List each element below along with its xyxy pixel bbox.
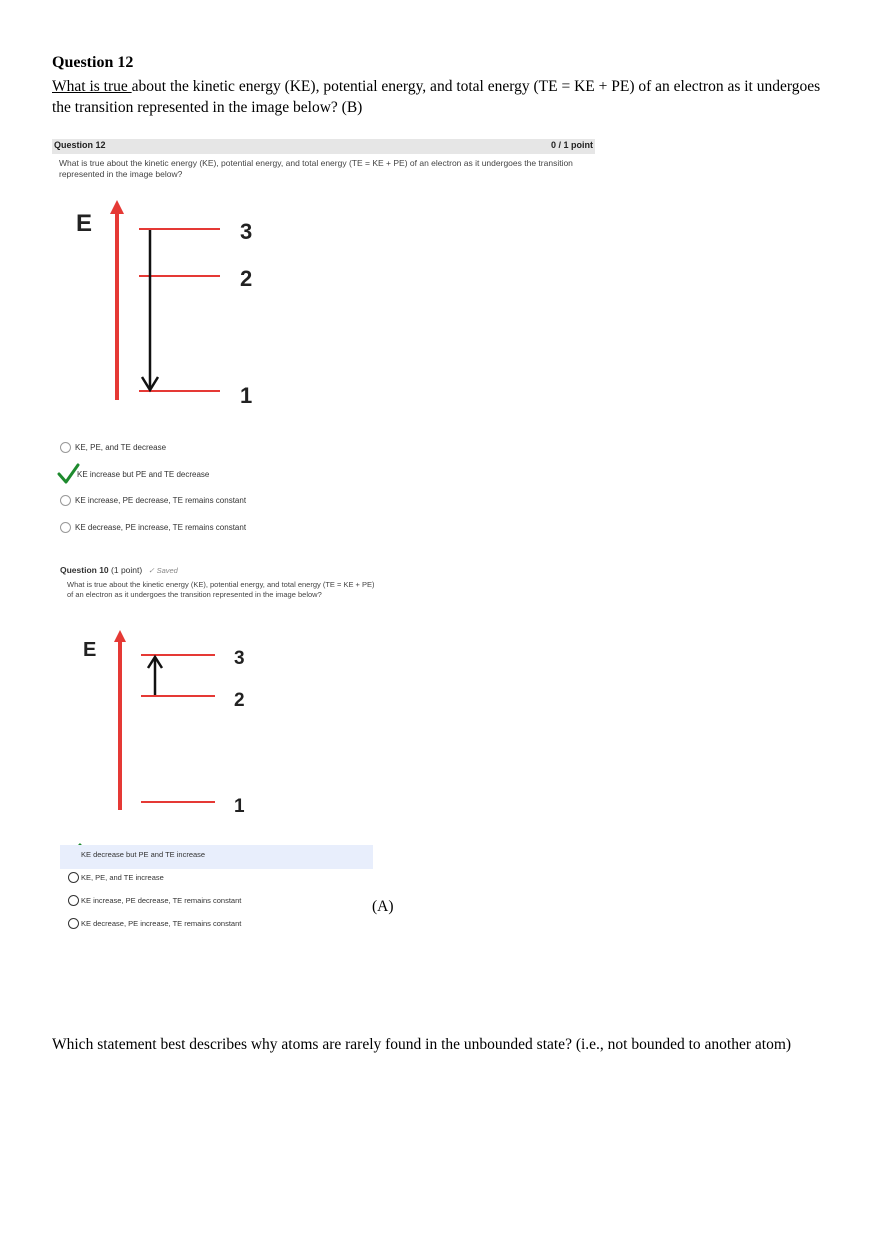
- energy-level-1-label-2: 1: [234, 796, 245, 817]
- energy-axis-arrowhead-2: [114, 630, 126, 642]
- screenshot1-question: What is true about the kinetic energy (KE), potential energy, and total energy (TE = KE + PE) of an electron as it undergoes the transition represented in the image below?: [59, 158, 573, 179]
- energy-level-3-label: 3: [240, 219, 253, 244]
- screenshot1-title: Question 12: [54, 140, 106, 150]
- radio-button[interactable]: [60, 495, 71, 506]
- screenshot2-title: Question 10: [60, 565, 109, 575]
- screenshot2-points: (1 point): [111, 565, 143, 575]
- screenshot2-question: What is true about the kinetic energy (KE), potential energy, and total energy (TE = KE + PE) of an electron as it undergoes the transition represented in the image below?: [67, 580, 375, 599]
- energy-level-3-label-2: 3: [234, 648, 245, 669]
- energy-level-1-label: 1: [240, 383, 253, 408]
- energy-axis-label-2: E: [83, 639, 97, 661]
- energy-diagram-1: [76, 200, 252, 408]
- energy-axis-arrowhead-1: [110, 200, 124, 214]
- energy-axis-label-1: E: [76, 210, 93, 237]
- radio-button[interactable]: [68, 872, 79, 883]
- check-icon: [59, 465, 78, 482]
- radio-button[interactable]: [60, 522, 71, 533]
- energy-level-2-label: 2: [240, 266, 253, 291]
- screenshot1-points: 0 / 1 point: [550, 140, 593, 150]
- option-label: KE, PE, and TE increase: [81, 873, 164, 882]
- radio-button[interactable]: [68, 918, 79, 929]
- radio-button[interactable]: [68, 895, 79, 906]
- answer-label: (A): [372, 898, 394, 915]
- saved-status: ✓ Saved: [148, 566, 178, 575]
- option-label: KE, PE, and TE decrease: [75, 443, 167, 452]
- question-heading: Question 12: [52, 54, 134, 71]
- energy-diagram-2: [83, 630, 245, 817]
- question-text-underlined: What is true: [52, 78, 132, 95]
- energy-level-2-label-2: 2: [234, 690, 245, 711]
- question-text-rest: about the kinetic energy (KE), potential energy, and total energy (TE = KE + PE) of an electron as it undergoes the transition represented in the image below? (B): [52, 78, 821, 116]
- option-label: KE increase but PE and TE decrease: [77, 470, 210, 479]
- option-label: KE decrease but PE and TE increase: [81, 850, 206, 859]
- screenshot2-header: [60, 565, 178, 575]
- question2-text: Which statement best describes why atoms are rarely found in the unbounded state? (i.e., not bounded to another atom): [52, 1036, 792, 1053]
- option-label: KE decrease, PE increase, TE remains constant: [75, 523, 247, 532]
- option-label: KE increase, PE decrease, TE remains constant: [75, 496, 247, 505]
- option-label: KE increase, PE decrease, TE remains constant: [81, 896, 242, 905]
- radio-button[interactable]: [60, 442, 71, 453]
- option-label: KE decrease, PE increase, TE remains constant: [81, 919, 242, 928]
